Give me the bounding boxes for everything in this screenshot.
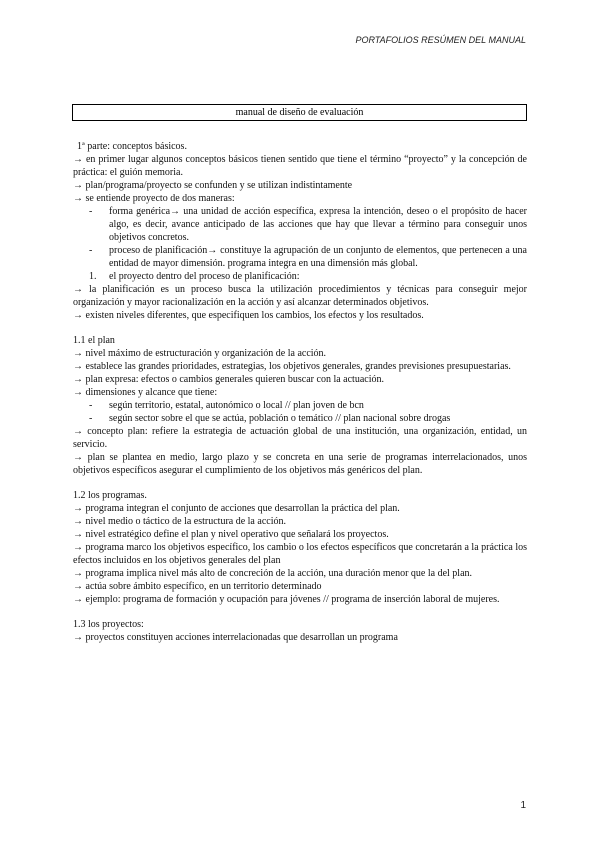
number-marker: 1. bbox=[89, 271, 97, 282]
list-item bbox=[73, 244, 527, 270]
dash-marker: - bbox=[89, 413, 93, 424]
dash-marker: - bbox=[89, 245, 93, 256]
paragraph: → plan expresa: efectos o cambios generales quieren buscar con la actuación. bbox=[73, 374, 384, 385]
list-item bbox=[73, 205, 527, 244]
running-header: PORTAFOLIOS RESÚMEN DEL MANUAL bbox=[355, 35, 526, 45]
paragraph: → plan/programa/proyecto se confunden y se utilizan indistintamente bbox=[73, 180, 353, 191]
numbered-item bbox=[73, 270, 527, 283]
list-item bbox=[73, 412, 527, 425]
paragraph: → programa implica nivel más alto de concreción de la acción, una duración menor que la del plan. bbox=[73, 568, 473, 579]
paragraph: → se entiende proyecto de dos maneras: bbox=[73, 193, 235, 204]
paragraph: 1ª parte: conceptos básicos. bbox=[77, 141, 187, 152]
document-body bbox=[73, 140, 527, 644]
page-number: 1 bbox=[520, 800, 526, 811]
section-heading: 1.3 los proyectos: bbox=[73, 619, 144, 630]
paragraph: → programa marco los objetivos específico, los cambio o los efectos específicos que concretarán a la práctica los efectos incluidos en los objetivos generales del plan bbox=[73, 542, 527, 566]
paragraph: → en primer lugar algunos conceptos básicos tienen sentido que tiene el término “proyecto” y la concepción de práctica: el guión memoria. bbox=[73, 154, 527, 178]
document-title: manual de diseño de evaluación bbox=[72, 104, 527, 121]
list-item-text: según sector sobre el que se actúa, población o temático // plan nacional sobre drogas bbox=[109, 413, 451, 424]
section-heading: 1.2 los programas. bbox=[73, 490, 147, 501]
paragraph: → concepto plan: refiere la estrategia de actuación global de una institución, una organización, entidad, un servicio. bbox=[73, 426, 527, 450]
paragraph: → nivel máximo de estructuración y organización de la acción. bbox=[73, 348, 327, 359]
list-item-text: según territorio, estatal, autonómico o local // plan joven de bcn bbox=[109, 400, 364, 411]
paragraph: → dimensiones y alcance que tiene: bbox=[73, 387, 218, 398]
dash-marker: - bbox=[89, 400, 93, 411]
paragraph: → nivel medio o táctico de la estructura de la acción. bbox=[73, 516, 286, 527]
paragraph: → establece las grandes prioridades, estrategias, los objetivos generales, grandes previsiones presupuestarias. bbox=[73, 361, 511, 372]
dash-marker: - bbox=[89, 206, 93, 217]
paragraph: → plan se plantea en medio, largo plazo y se concreta en una serie de programas interrelacionados, unos objetivos específicos asegurar el cumplimiento de los objetivos más genéricos del plan. bbox=[73, 452, 527, 476]
paragraph: → proyectos constituyen acciones interrelacionadas que desarrollan un programa bbox=[73, 632, 398, 643]
paragraph: → ejemplo: programa de formación y ocupación para jóvenes // programa de inserción laboral de mujeres. bbox=[73, 594, 500, 605]
paragraph: → actúa sobre ámbito específico, en un territorio determinado bbox=[73, 581, 322, 592]
list-item bbox=[73, 399, 527, 412]
list-item-text: proceso de planificación→ constituye la agrupación de un conjunto de elementos, que pertenecen a una entidad de mayor dimensión. programa integra en una dimensión más global. bbox=[109, 245, 527, 269]
paragraph: → programa integran el conjunto de acciones que desarrollan la práctica del plan. bbox=[73, 503, 400, 514]
paragraph: → nivel estratégico define el plan y nivel operativo que señalará los proyectos. bbox=[73, 529, 389, 540]
numbered-item-text: el proyecto dentro del proceso de planificación: bbox=[109, 271, 300, 282]
paragraph: → existen niveles diferentes, que especifiquen los cambios, los efectos y los resultados. bbox=[73, 310, 424, 321]
list-item-text: forma genérica→ una unidad de acción específica, expresa la intención, deseo o el propósito de hacer algo, es decir, avance anticipado de las acciones que hay que llevar a término para conseguir unos objetivos concretos. bbox=[109, 206, 527, 243]
section-heading: 1.1 el plan bbox=[73, 335, 115, 346]
paragraph: → la planificación es un proceso busca la utilización procedimientos y técnicas para conseguir mejor organización y mayor racionalización en la acción y así alcanzar determinados objetivos. bbox=[73, 284, 527, 308]
